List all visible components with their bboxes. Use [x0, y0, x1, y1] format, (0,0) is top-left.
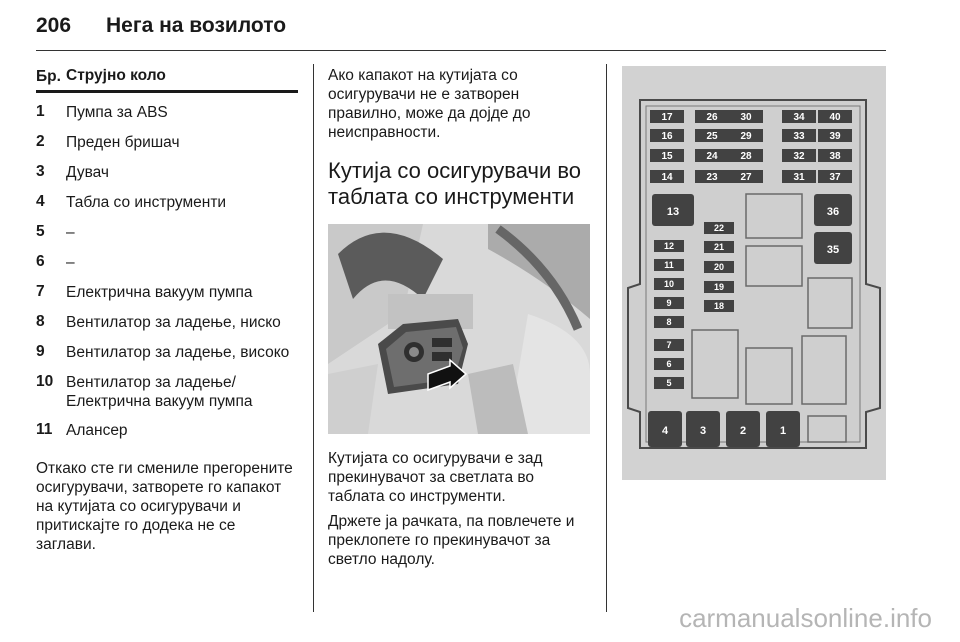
- section-title: Кутија со осигурувачи во таблата со инструменти: [328, 158, 582, 209]
- column-divider-2: [606, 64, 607, 612]
- svg-text:13: 13: [666, 206, 680, 218]
- fuse-31: [782, 170, 816, 183]
- svg-text:27: 27: [740, 172, 752, 183]
- svg-text:33: 33: [793, 131, 805, 142]
- fuse-box-drawing: [622, 66, 886, 480]
- fuse-16: [650, 129, 684, 142]
- table-row: [36, 103, 298, 123]
- table-row: [36, 283, 298, 303]
- fuse-19: [704, 281, 734, 293]
- svg-text:28: 28: [740, 151, 752, 162]
- relay-1: [766, 411, 800, 447]
- row-number: 3: [36, 163, 45, 180]
- fuse-26: [695, 110, 729, 123]
- fuse-17: [650, 110, 684, 123]
- fuse-28: [729, 149, 763, 162]
- row-text: Вентилатор за ладење, високо: [66, 344, 290, 361]
- fuse-15: [650, 149, 684, 162]
- fuse-8: [654, 316, 684, 328]
- svg-text:39: 39: [829, 131, 841, 142]
- table-row: [36, 253, 298, 273]
- dashboard-photo-illustration: [328, 224, 590, 434]
- svg-text:26: 26: [706, 112, 718, 123]
- svg-text:30: 30: [740, 112, 752, 123]
- svg-text:14: 14: [661, 172, 673, 183]
- row-number: 10: [36, 373, 54, 390]
- caption-fusebox-location: Кутијата со осигурувачи е зад прекинувачот за светлата во таблата со инструменти.: [328, 450, 543, 505]
- relay-36: [814, 194, 852, 226]
- svg-text:17: 17: [661, 112, 673, 123]
- svg-text:23: 23: [706, 172, 718, 183]
- row-number: 5: [36, 223, 45, 240]
- fuse-23: [695, 170, 729, 183]
- fuse-32: [782, 149, 816, 162]
- svg-text:6: 6: [666, 359, 672, 369]
- fuse-6: [654, 358, 684, 370]
- row-number: 7: [36, 283, 45, 300]
- row-text: Табла со инструменти: [66, 194, 227, 211]
- svg-text:21: 21: [713, 242, 725, 252]
- table-row: [36, 223, 298, 243]
- fuse-14: [650, 170, 684, 183]
- fuse-40: [818, 110, 852, 123]
- svg-text:3: 3: [699, 425, 707, 437]
- svg-text:18: 18: [713, 301, 725, 311]
- left-column: [36, 66, 298, 554]
- table-header: [36, 66, 298, 93]
- fuse-10: [654, 278, 684, 290]
- fuse-38: [818, 149, 852, 162]
- svg-text:40: 40: [829, 112, 841, 123]
- svg-text:36: 36: [826, 206, 840, 218]
- svg-text:7: 7: [666, 340, 672, 350]
- fuse-box-diagram: [622, 66, 886, 480]
- dashboard-photo: [328, 224, 590, 434]
- row-number: 11: [36, 421, 53, 438]
- svg-text:10: 10: [663, 279, 675, 289]
- page-header: [36, 14, 286, 38]
- row-number: 2: [36, 133, 45, 150]
- svg-text:8: 8: [666, 317, 672, 327]
- fuse-37: [818, 170, 852, 183]
- table-row: [36, 193, 298, 213]
- column-divider-1: [313, 64, 314, 612]
- table-row: [36, 163, 298, 183]
- table-row: [36, 133, 298, 153]
- fuse-11: [654, 259, 684, 271]
- col-circuit-header: Струјно коло: [66, 67, 166, 84]
- row-text: Вентилатор за ладење, ниско: [66, 314, 281, 331]
- svg-text:34: 34: [793, 112, 805, 123]
- fuse-5: [654, 377, 684, 389]
- row-number: 1: [36, 103, 45, 120]
- page-number: 206: [36, 14, 72, 37]
- svg-text:16: 16: [661, 131, 673, 142]
- relay-2: [726, 411, 760, 447]
- row-text: Електрична вакуум пумпа: [66, 284, 253, 301]
- fuse-21: [704, 241, 734, 253]
- svg-text:37: 37: [829, 172, 841, 183]
- row-number: 4: [36, 193, 45, 210]
- watermark: carmanualsonline.info: [679, 603, 932, 633]
- svg-text:2: 2: [739, 425, 747, 437]
- svg-text:9: 9: [666, 298, 672, 308]
- svg-text:4: 4: [661, 425, 669, 437]
- svg-text:29: 29: [740, 131, 752, 142]
- svg-text:19: 19: [713, 282, 725, 292]
- svg-text:1: 1: [779, 425, 787, 437]
- header-rule: [36, 50, 886, 51]
- fuse-33: [782, 129, 816, 142]
- fuse-34: [782, 110, 816, 123]
- fuse-24: [695, 149, 729, 162]
- paragraph-cover-warning: Ако капакот на кутијата со осигурувачи не е затворен правилно, може да дојде до неисправности.: [328, 67, 531, 141]
- svg-text:5: 5: [666, 378, 672, 388]
- svg-text:32: 32: [793, 151, 805, 162]
- row-number: 8: [36, 313, 45, 330]
- row-number: 9: [36, 343, 45, 360]
- relay-4: [648, 411, 682, 447]
- svg-text:24: 24: [706, 151, 718, 162]
- table-row: [36, 421, 298, 441]
- svg-text:11: 11: [664, 260, 674, 270]
- table-row: [36, 343, 298, 363]
- fuse-29: [729, 129, 763, 142]
- fuse-30: [729, 110, 763, 123]
- relay-3: [686, 411, 720, 447]
- caption-pull-switch: Држете ја рачката, па повлечете и преклопете го прекинувачот за светло надолу.: [328, 513, 575, 568]
- table-row: [36, 373, 298, 411]
- row-text: Вентилатор за ладење/ Електрична вакуум пумпа: [66, 374, 253, 410]
- svg-text:31: 31: [793, 172, 805, 183]
- col-number-header: Бр.: [36, 68, 61, 85]
- svg-text:25: 25: [706, 131, 718, 142]
- fuse-7: [654, 339, 684, 351]
- fuse-25: [695, 129, 729, 142]
- row-text: Алансер: [66, 422, 128, 439]
- svg-text:20: 20: [713, 262, 725, 272]
- page-title: Нега на возилото: [106, 14, 287, 37]
- svg-text:22: 22: [713, 223, 725, 233]
- paragraph-close-cover: Откако сте ги смениле прегорените осигурувачи, затворете го капакот на кутијата со осигурувачи и притискајте го додека не се заглави.: [36, 460, 293, 553]
- fuse-39: [818, 129, 852, 142]
- svg-text:35: 35: [826, 244, 840, 256]
- svg-text:15: 15: [661, 151, 673, 162]
- fuse-18: [704, 300, 734, 312]
- fuse-12: [654, 240, 684, 252]
- relay-13: [652, 194, 694, 226]
- table-row: [36, 313, 298, 333]
- svg-text:38: 38: [829, 151, 841, 162]
- fuse-9: [654, 297, 684, 309]
- row-text: Дувач: [66, 164, 110, 181]
- row-text: –: [66, 254, 75, 271]
- svg-text:12: 12: [663, 241, 675, 251]
- relay-35: [814, 232, 852, 264]
- fuse-20: [704, 261, 734, 273]
- row-number: 6: [36, 253, 45, 270]
- fuse-22: [704, 222, 734, 234]
- row-text: –: [66, 224, 75, 241]
- fuse-27: [729, 170, 763, 183]
- row-text: Преден бришач: [66, 134, 180, 151]
- row-text: Пумпа за ABS: [66, 104, 168, 121]
- middle-column: [328, 66, 590, 569]
